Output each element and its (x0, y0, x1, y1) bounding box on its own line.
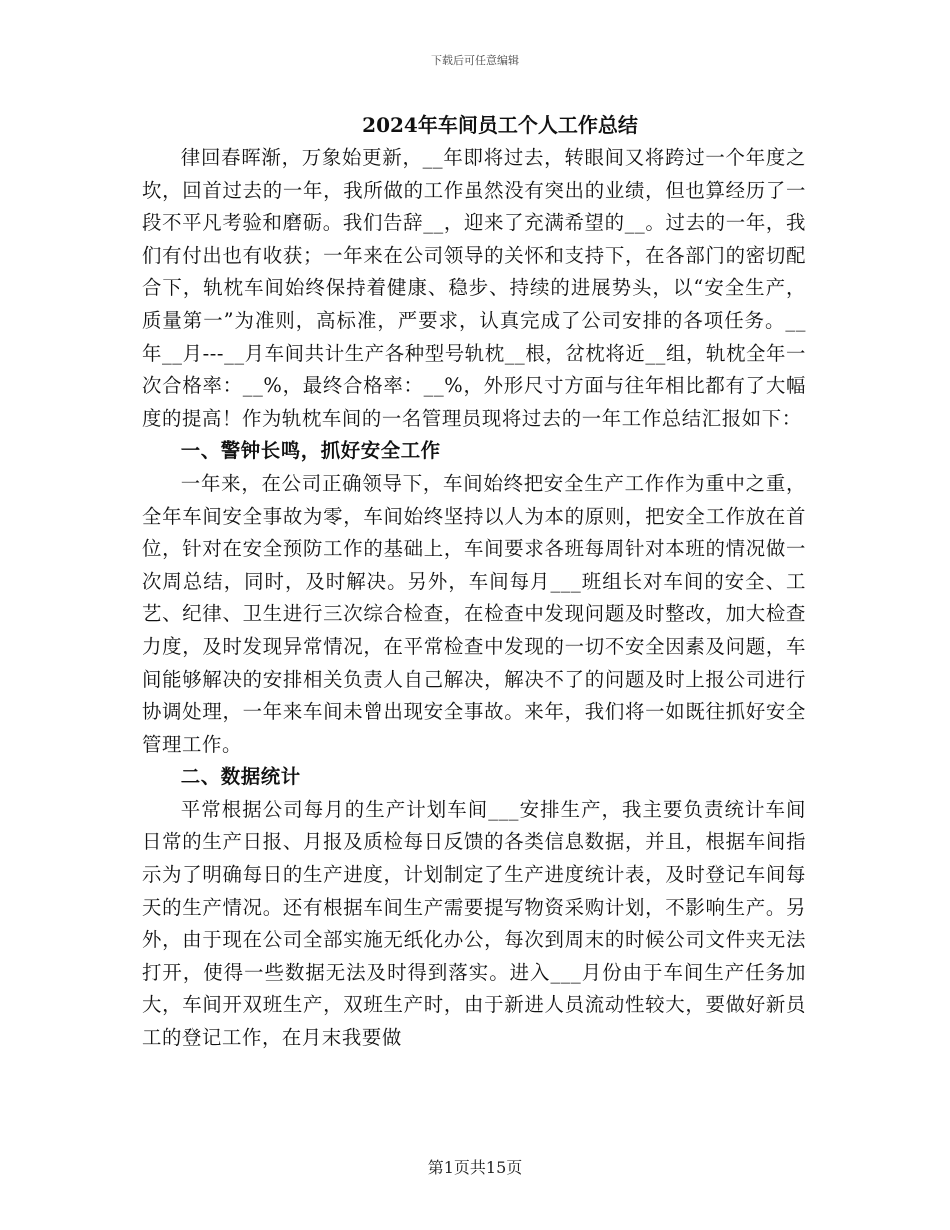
intro-paragraph: 律回春晖渐，万象始更新，__年即将过去，转眼间又将跨过一个年度之坎，回首过去的一年，我所做的工作虽然没有突出的业绩，但也算经历了一段不平凡考验和磨砺。我们告辞__，迎来了充满希望的__。过去的一年，我们有付出也有收获；一年来在公司领导的关怀和支持下，在各部门的密切配合下，轨枕车间始终保持着健康、稳步、持续的进展势头，以“安全生产，质量第一”为准则，高标准，严要求，认真完成了公司安排的各项任务。__年__月---__月车间共计生产各种型号轨枕__根，岔枕将近__组，轨枕全年一次合格率：__%，最终合格率：__%，外形尺寸方面与往年相比都有了大幅度的提高！作为轨枕车间的一名管理员现将过去的一年工作总结汇报如下： (142, 146, 806, 430)
document-title: 2024年车间员工个人工作总结 (362, 113, 638, 137)
header-note: 下载后可任意编辑 (431, 54, 519, 67)
section-heading-statistics: 二、数据统计 (180, 765, 301, 789)
section-body-safety: 一年来，在公司正确领导下，车间始终把安全生产工作作为重中之重，全年车间安全事故为零，车间始终坚持以人为本的原则，把安全工作放在首位，针对在安全预防工作的基础上，车间要求各班每周针对本班的情况做一次周总结，同时，及时解决。另外，车间每月___班组长对车间的安全、工艺、纪律、卫生进行三次综合检查，在检查中发现问题及时整改，加大检查力度，及时发现异常情况，在平常检查中发现的一切不安全因素及问题，车间能够解决的安排相关负责人自己解决，解决不了的问题及时上报公司进行协调处理，一年来车间未曾出现安全事故。来年，我们将一如既往抓好安全管理工作。 (142, 471, 806, 756)
section-heading-safety: 一、警钟长鸣，抓好安全工作 (180, 439, 441, 463)
document-content (142, 108, 806, 1055)
page-number: 第1页共15页 (427, 1158, 523, 1177)
section-body-statistics: 平常根据公司每月的生产计划车间___安排生产，我主要负责统计车间日常的生产日报、月报及质检每日反馈的各类信息数据，并且，根据车间指示为了明确每日的生产进度，计划制定了生产进度统计表，及时登记车间每天的生产情况。还有根据车间生产需要提写物资采购计划，不影响生产。另外，由于现在公司全部实施无纸化办公，每次到周末的时候公司文件夹无法打开，使得一些数据无法及时得到落实。进入___月份由于车间生产任务加大，车间开双班生产，双班生产时，由于新进人员流动性较大，要做好新员工的登记工作，在月末我要做 (142, 797, 806, 1050)
